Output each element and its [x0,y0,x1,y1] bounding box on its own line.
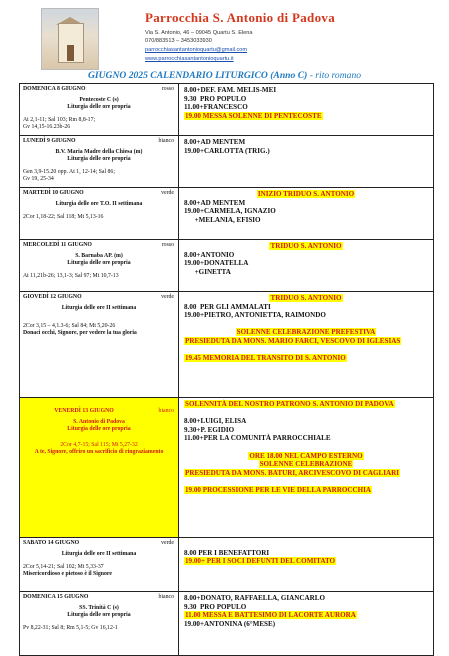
calendar-row [20,398,434,538]
parish-name: Parrocchia S. Antonio di Padova [145,10,335,25]
parish-phone: 070/883513 – 3453033930 [145,38,212,44]
liturgy-cell [20,592,179,656]
mass-text: TRIDUO S. ANTONIO [270,242,342,250]
liturgy-info [20,188,178,223]
spacer [184,443,428,452]
mass-line [184,620,428,629]
mass-text: 19.00+ PER I SOCI DEFUNTI DEL COMITATO [185,557,336,566]
mass-schedule-cell [179,240,434,292]
mass-text: 8.00+DONATO, RAFFAELLA, GIANCARLO [184,594,325,602]
spacer [184,540,428,549]
mass-text: 19.00+CARMELA, IGNAZIO [184,207,276,216]
liturgy-info [20,240,178,282]
liturgy-cell [20,136,179,188]
mass-line [184,549,428,558]
calendar-row [20,292,434,398]
mass-line [184,469,428,478]
readings [23,442,175,449]
mass-text: 9.30+P. EGIDIO [184,425,235,434]
mass-list [179,188,433,226]
mass-line [184,311,428,320]
calendar-row [20,136,434,188]
office-label: Liturgia delle ore propria [67,426,131,432]
readings [23,214,175,221]
spacer [184,346,428,355]
mass-text: 19.00+DONATELLA [184,259,249,268]
reading-line: Gen 3,9-15.20 opp. At 1, 12-14; Sal 86; [23,169,115,175]
calendar-row [20,240,434,292]
mass-schedule-cell [179,292,434,398]
mass-list [179,538,433,568]
calendar-row [20,592,434,656]
mass-text: 8.00+DEF. FAM. MELIS-MEI [184,86,277,94]
mass-line [184,328,428,337]
mass-text: 8.00+LUIGI, ELISA [184,417,247,426]
readings [23,625,175,632]
calendar-title-main: GIUGNO 2025 CALENDARIO LITURGICO (Anno C) [87,70,308,81]
reading-line: At 11,21b-26; 13,1-3; Sal 97; Mt 10,7-13 [23,273,119,279]
mass-list [179,136,433,157]
mass-text: ORE 18.00 NEL CAMPO ESTERNO [249,451,363,460]
liturgy-info [20,592,178,634]
reading-line: 2Cor 3,15 – 4,1.3-6; Sal 84; Mt 5,20-26 [23,323,116,329]
mass-line [184,426,428,435]
parish-website-link[interactable]: www.parrocchiasantantonioquartu.it [145,56,234,62]
liturgical-calendar-table [19,83,434,656]
mass-schedule-cell [179,592,434,656]
mass-text: 19.00+PIETRO, ANTONIETTA, RAIMONDO [184,311,326,320]
mass-text: 8.00 PER GLI AMMALATI [184,302,271,311]
mass-text: 11.00+FRANCESCO [184,103,248,112]
mass-text: PRESIEDUTA DA MONS. MARIO FARCI, VESCOVO DI IGLESIAS [185,336,401,345]
day-label: DOMENICA 15 GIUGNO [23,594,89,600]
mass-line [184,400,428,409]
mass-line [184,251,428,260]
calendar-row [20,188,434,240]
mass-text: 9.30 PRO POPULO [184,602,247,611]
mass-text: PRESIEDUTA DA MONS. BATURI, ARCIVESCOVO DI CAGLIARI [185,468,400,477]
calendar-row [20,538,434,592]
mass-text: 9.30 PRO POPULO [184,94,247,103]
liturgical-color: bianco [158,594,174,600]
mass-line [184,207,428,216]
readings [23,564,175,571]
day-label: GIOVEDÌ 12 GIUGNO [23,294,82,300]
mass-line [184,242,428,251]
mass-text: +MELANIA, EFISIO [184,215,261,224]
readings [23,323,175,330]
reading-line: Pv 8,22-31; Sal 8; Rm 5,1-5; Gv 16,12-1 [23,625,118,631]
mass-schedule-cell [179,398,434,538]
mass-line [184,460,428,469]
office-label: Liturgia delle ore propria [67,260,131,266]
spacer [184,409,428,418]
mass-line [184,95,428,104]
mass-text: 8.00 PER I BENEFATTORI [184,548,270,557]
mass-line [184,259,428,268]
mass-line [184,199,428,208]
liturgy-info [20,538,178,580]
day-label: VENERDÌ 13 GIUGNO [54,408,114,414]
calendar-title-rite: - rito romano [307,70,362,81]
day-label: MERCOLEDÌ 11 GIUGNO [23,242,92,248]
mass-line [184,337,428,346]
mass-text: SOLENNE CELEBRAZIONE PREFESTIVA [236,328,376,337]
mass-line [184,190,428,199]
liturgical-color: rosso [161,86,174,92]
mass-text: +GINETTA [184,267,231,276]
mass-line [184,434,428,443]
reading-line: Gv 14,15-16.23b-26 [23,124,71,130]
mass-line [184,452,428,461]
mass-line [184,103,428,112]
day-label: SABATO 14 GIUGNO [23,540,80,546]
mass-list [179,592,433,630]
mass-schedule-cell [179,136,434,188]
liturgy-info [20,84,178,133]
feast-name: Liturgia delle ore T.O. II settimana [55,201,143,207]
readings [23,117,175,131]
calendar-title [0,70,449,81]
mass-list [179,398,433,497]
liturgical-color: rosso [161,242,174,248]
mass-text: 19.00+CARLOTTA (TRIG.) [184,146,270,155]
liturgical-color: bianco [158,408,174,414]
calendar-row [20,84,434,136]
mass-line [184,86,428,95]
office-label: Liturgia delle ore propria [67,156,131,162]
mass-line [184,216,428,225]
mass-text: 19.45 MEMORIA DEL TRANSITO DI S. ANTONIO [185,354,346,363]
mass-line [184,147,428,156]
feast-name: S. Barnaba AP. (m) [75,253,123,259]
mass-text: SOLENNITÀ DEL NOSTRO PATRONO S. ANTONIO DI PADOVA [185,400,394,408]
mass-list [179,292,433,365]
reading-line: 2Cor 4,7-15; Sal 115; Mt 5,27-32 [60,442,138,448]
liturgy-cell [20,292,179,398]
church-photo [41,8,99,70]
reading-line: Gv 19, 25-34 [23,176,54,182]
mass-line [184,417,428,426]
liturgical-color: bianco [158,138,174,144]
reading-line: 2Cor 5,14-21; Sal 102; Mt 5,33-37 [23,564,104,570]
mass-line [184,594,428,603]
liturgy-info [20,398,178,458]
liturgical-color: verde [161,540,174,546]
parish-address: Via S. Antonio, 46 – 09045 Quartu S. Elena [145,30,253,36]
mass-text: TRIDUO S. ANTONIO [270,294,342,302]
office-label: Liturgia delle ore propria [67,104,131,110]
liturgy-cell [20,240,179,292]
mass-line [184,138,428,147]
mass-list [179,240,433,278]
responsorial-prayer: Misericordioso e pietoso è il Signore [23,571,112,577]
mass-line [184,303,428,312]
mass-text: 8.00+AD MENTEM [184,138,246,146]
liturgy-cell [20,398,179,538]
feast-name: Pentecoste C (s) [79,97,119,103]
feast-name: Liturgia delle ore II settimana [61,305,137,311]
church-door-icon [67,45,74,61]
mass-text: 11.00+PER LA COMUNITÀ PARROCCHIALE [184,434,331,443]
mass-line [184,112,428,121]
office-label: Liturgia delle ore propria [67,612,131,618]
mass-line [184,354,428,363]
spacer [184,320,428,329]
feast-name: Liturgia delle ore II settimana [61,551,137,557]
feast-name: SS. Trinità C (s) [79,605,119,611]
feast-name: S. Antonio di Padova [73,419,125,425]
mass-text: 19.00+ANTONINA (6°MESE) [184,619,276,628]
mass-line [184,486,428,495]
mass-list [179,84,433,122]
liturgy-cell [20,84,179,136]
liturgical-color: verde [161,294,174,300]
feast-name: B.V. Maria Madre della Chiesa (m) [55,149,143,155]
day-label: LUNEDÌ 9 GIUGNO [23,138,76,144]
mass-schedule-cell [179,188,434,240]
responsorial-prayer: A te, Signore, offriro un sacrificio di ringraziamento [34,449,164,455]
mass-text: 8.00+ANTONIO [184,250,235,259]
readings [23,169,175,183]
liturgy-info [20,292,178,339]
liturgy-info [20,136,178,185]
liturgy-cell [20,538,179,592]
liturgical-color: verde [161,190,174,196]
spacer [184,477,428,486]
mass-schedule-cell [179,84,434,136]
mass-text: 19.00 PROCESSIONE PER LE VIE DELLA PARROCCHIA [185,485,371,494]
mass-line [184,294,428,303]
parish-email-link[interactable]: parrocchiasantantonioquartu@gmail.com [145,47,248,53]
liturgy-cell [20,188,179,240]
mass-line [184,611,428,620]
mass-text: 11.00 MESSA E BATTESIMO DI LACORTE AURORA [185,611,356,620]
responsorial-prayer: Donaci occhi, Signore, per vedere la tua gloria [23,330,137,336]
reading-line: At 2,1-11; Sal 103; Rm 8,8-17; [23,117,96,123]
readings [23,273,175,280]
mass-text: INIZIO TRIDUO S. ANTONIO [257,190,355,198]
day-label: MARTEDÌ 10 GIUGNO [23,190,84,196]
reading-line: 2Cor 1,18-22; Sal 118; Mt 5,13-16 [23,214,104,220]
mass-line [184,603,428,612]
mass-text: SOLENNE CELEBRAZIONE [259,460,353,469]
day-label: DOMENICA 8 GIUGNO [23,86,86,92]
mass-schedule-cell [179,538,434,592]
mass-text: 19.00 MESSA SOLENNE DI PENTECOSTE [185,111,322,120]
mass-line [184,557,428,566]
mass-text: 8.00+AD MENTEM [184,198,246,207]
mass-line [184,268,428,277]
